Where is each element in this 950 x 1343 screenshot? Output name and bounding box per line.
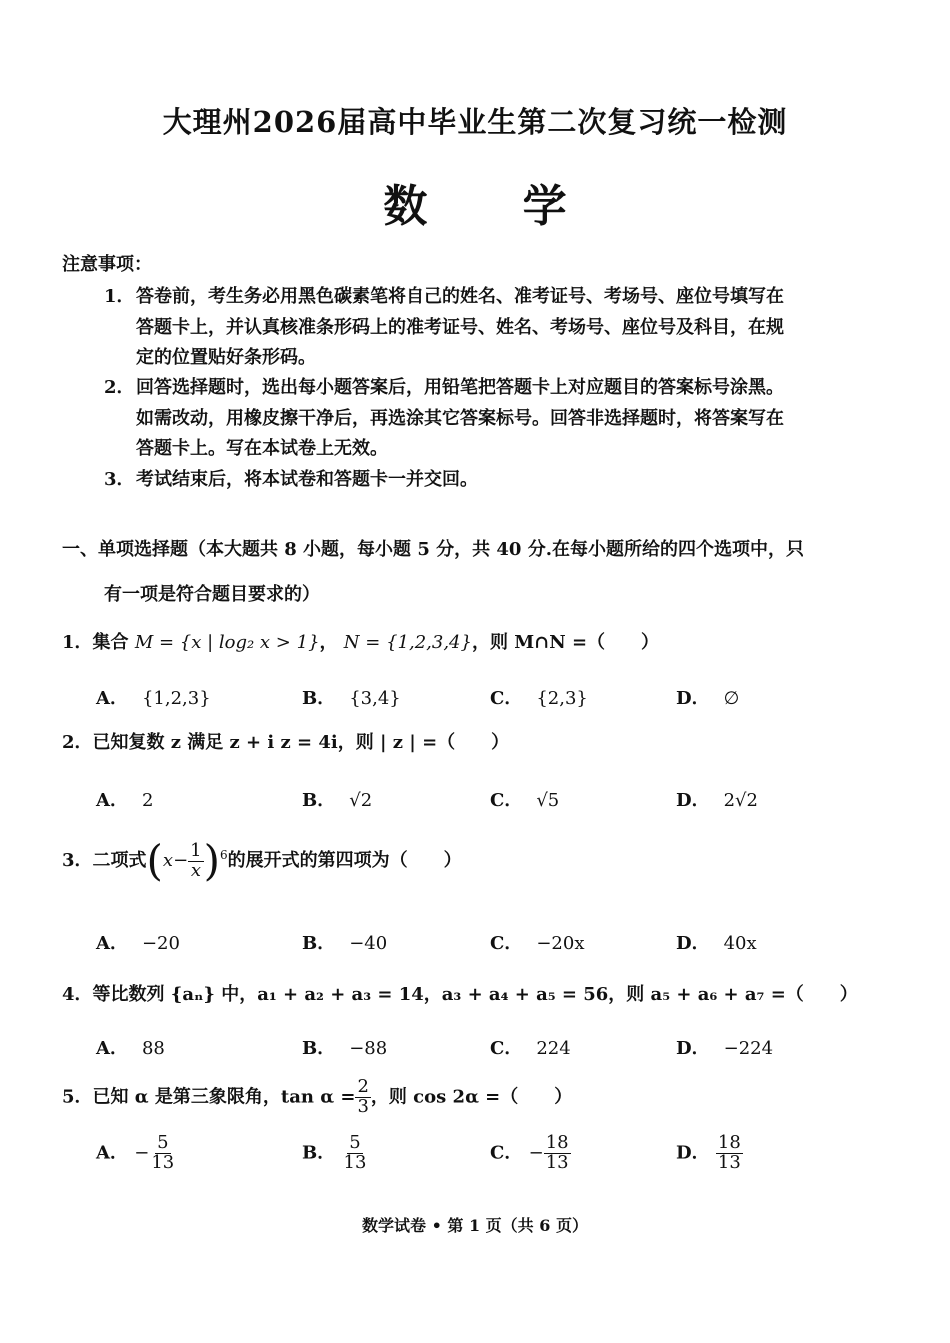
option-b: B． √2 [302, 790, 373, 811]
right-paren: ) [203, 836, 221, 885]
option-b: B． −88 [302, 1038, 388, 1059]
section-heading: 一、单项选择题（本大题共 8 小题，每小题 5 分，共 40 分.在每小题所给的四个选项中，只 [62, 539, 804, 560]
notice-number: 3． [104, 469, 135, 490]
question-stem-text: 已知复数 z 满足 z + i z = 4i，则 | z | =（ ） [92, 732, 510, 753]
option-b: B． −40 [302, 933, 388, 954]
question-stem-text: 等比数列 {aₙ} 中，a₁ + a₂ + a₃ = 14，a₃ + a₄ + a₅ = 56，则 a₅ + a₆ + a₇ =（ ） [92, 984, 858, 1005]
option-c: C． √5 [490, 790, 560, 811]
option-a: A． − $\frac{5}{13}$ [96, 1132, 175, 1173]
option-b: B． {3,4} [302, 688, 401, 709]
option-a: A． 2 [96, 790, 154, 811]
page-footer: 数学试卷 • 第 1 页（共 6 页） [362, 1216, 588, 1235]
question-stem-text: 已知 α 是第三象限角，tan α = [92, 1086, 356, 1108]
notice-line: 答题卡上。写在本试卷上无效。 [136, 438, 388, 459]
question-stem-text: ，则 M∩N =（ ） [471, 632, 660, 653]
option-c: C． {2,3} [490, 688, 588, 709]
option-b: B． $\frac{5}{13}$ [302, 1132, 367, 1173]
option-d: D． 40x [676, 933, 757, 954]
question-stem-text: 的展开式的第四项为（ ） [227, 850, 462, 871]
question-number: 4． [62, 984, 93, 1005]
option-d: D． −224 [676, 1038, 774, 1059]
notice-heading: 注意事项： [62, 254, 152, 275]
question-stem-text: 二项式 [92, 850, 147, 871]
option-c: C． 224 [490, 1038, 571, 1059]
question-number: 2． [62, 732, 93, 753]
subject-heading: 数 学 [383, 181, 607, 232]
notice-line: 答题卡上，并认真核准条形码上的准考证号、姓名、考场号、座位号及科目，在规 [136, 317, 784, 338]
option-a: A． {1,2,3} [96, 688, 211, 709]
option-a: A． −20 [96, 933, 180, 954]
fraction: $\frac{2}{3}$ [357, 1076, 369, 1117]
question-separator: ， [319, 632, 338, 653]
option-a: A． 88 [96, 1038, 165, 1059]
option-d: D． $\frac{18}{13}$ [676, 1132, 741, 1173]
question-number: 1． [62, 632, 93, 653]
notice-number: 1． [104, 286, 135, 307]
question-number: 5． [62, 1086, 93, 1108]
question-stem-text: ，则 cos 2α =（ ） [370, 1086, 573, 1108]
exam-page: 大理州2026届高中毕业生第二次复习统一检测 数 学 注意事项： 1． 答卷前，考生务必用黑色碳素笔将自己的姓名、准考证号、考场号、座位号填写在 答题卡上，并认真核准条形码上的准考证号、姓名、考场号、座位号及科目，在规 定的位置贴好条形码。 2． 回答选择题时，选出每小题答案后，用铅笔把答题卡上对应题目的答案标号涂黑。 如需改动，用橡皮擦干净后，再选涂其它答案标号。回答非选择题时，将答案写在 答题卡上。写在本试卷上无效。 3． 考试结束后，将本试卷和答题卡一并交回。 一、单项选择题（本大题共 8 小题，每小题 5 分，共 40 分.在每小题所给的四个选项中，只 有一项是符合题目要求的） 1．集合 M = {x | log₂ x > 1}， N = {1,2,3,4}，则 M∩N =（ ） A． {1,2,3} B． {3,4} C． {2,3} D． ∅ 2．已知复数 z 满足 z + i z = 4i，则 | z | =（ ） A． 2 B． √2 C． √5 D． 2√2 3．二项式(x− $\frac{1}{x}$ )$^6$的展开式的第四项为（ ） A． −20 B． −40 C． −20x D． 40x 4．等比数列 {aₙ} 中，a₁ + a₂ + a₃ = 14，a₃ + a₄ + a₅ = 56，则 a₅ + a₆ + a₇ =（ ） A． 88 B． −88 C． 224 D． −224 5．已知 α 是第三象限角，tan α = $\frac{2}{3}$ ，则 cos 2α =（ ） A． − $\frac{5}{13}$ B． $\frac{5}{13}$ C． − $\frac{18}{13}$ D． $\frac{18}{13}$ 数学试卷 • 第 1 页（共 6 页） [0, 0, 950, 1343]
notice-line: 答卷前，考生务必用黑色碳素笔将自己的姓名、准考证号、考场号、座位号填写在 [136, 286, 784, 307]
fraction: $\frac{1}{x}$ [190, 839, 202, 881]
notice-line: 回答选择题时，选出每小题答案后，用铅笔把答题卡上对应题目的答案标号涂黑。 [136, 377, 784, 398]
question-number: 3． [62, 850, 93, 871]
question-stem-text: 集合 [92, 632, 129, 653]
question-math: M = {x | log₂ x > 1} [134, 632, 320, 653]
exam-title: 大理州2026届高中毕业生第二次复习统一检测 [162, 105, 788, 139]
exponent: 6 [220, 848, 228, 862]
notice-number: 2． [104, 377, 135, 398]
question-math: N = {1,2,3,4} [343, 632, 472, 653]
option-c: C． − $\frac{18}{13}$ [490, 1132, 569, 1173]
section-heading-cont: 有一项是符合题目要求的） [104, 584, 320, 605]
notice-line: 定的位置贴好条形码。 [136, 347, 316, 368]
left-paren: ( [146, 836, 163, 885]
option-c: C． −20x [490, 933, 585, 954]
option-d: D． 2√2 [676, 790, 758, 811]
notice-line: 考试结束后，将本试卷和答题卡一并交回。 [136, 469, 478, 490]
option-d: D． ∅ [676, 688, 740, 709]
notice-line: 如需改动，用橡皮擦干净后，再选涂其它答案标号。回答非选择题时，将答案写在 [136, 408, 784, 429]
